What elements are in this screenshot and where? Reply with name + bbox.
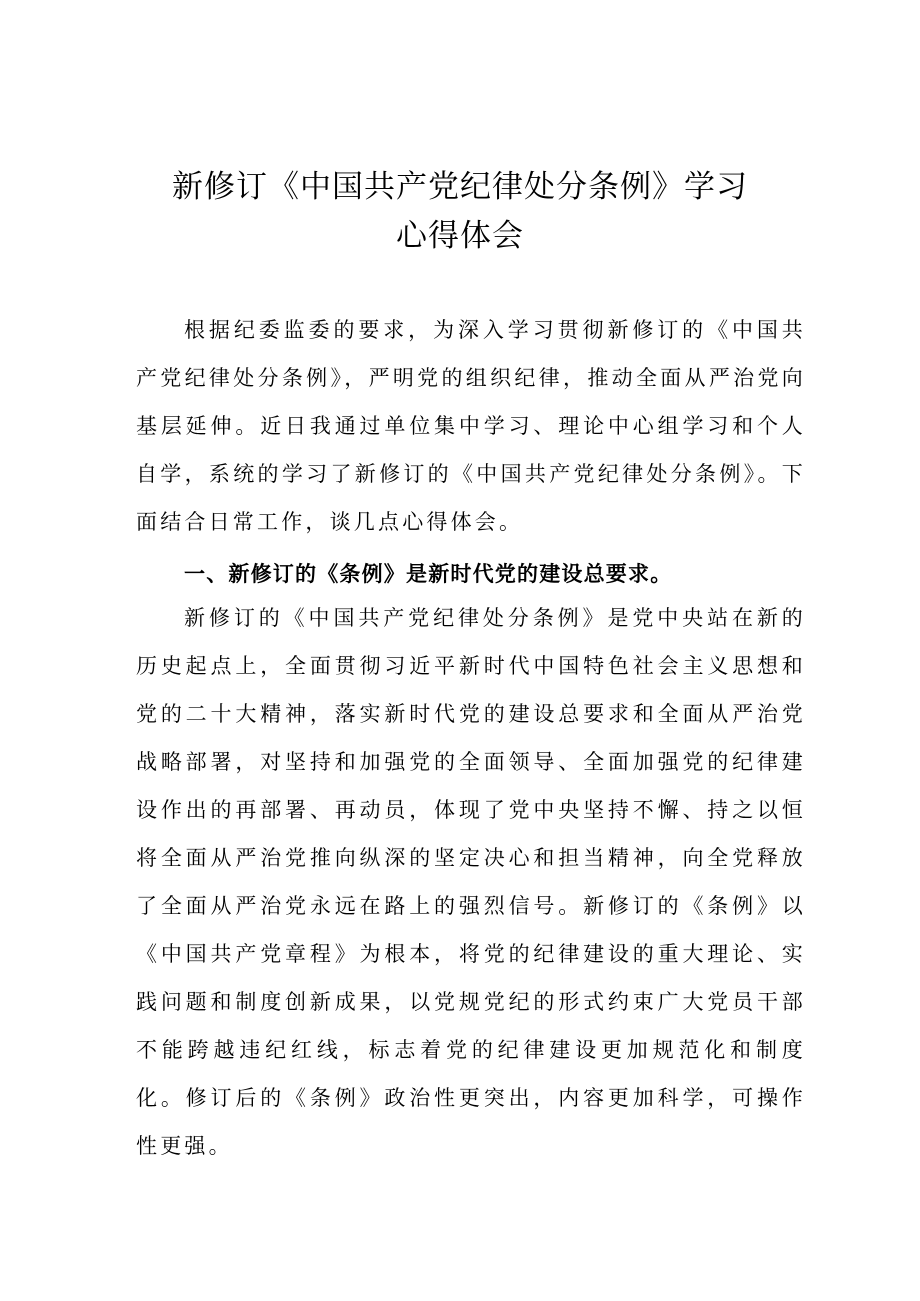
paragraph-intro: 根据纪委监委的要求，为深入学习贯彻新修订的《中国共产党纪律处分条例》，严明党的组织纪律，推动全面从严治党向基层延伸。近日我通过单位集中学习、理论中心组学习和个人自学，系统的学习了新修订的《中国共产党纪律处分条例》。下面结合日常工作，谈几点心得体会。	[136, 318, 806, 534]
section-heading-1: 一、新修订的《条例》是新时代党的建设总要求。	[184, 562, 673, 586]
paragraph-section-1: 新修订的《中国共产党纪律处分条例》是党中央站在新的历史起点上，全面贯彻习近平新时代中国特色社会主义思想和党的二十大精神，落实新时代党的建设总要求和全面从严治党战略部署，对坚持和加强党的全面领导、全面加强党的纪律建设作出的再部署、再动员，体现了党中央坚持不懈、持之以恒将全面从严治党推向纵深的坚定决心和担当精神，向全党释放了全面从严治党永远在路上的强烈信号。新修订的《条例》以《中国共产党章程》为根本，将党的纪律建设的重大理论、实践问题和制度创新成果，以党规党纪的形式约束广大党员干部不能跨越违纪红线，标志着党的纪律建设更加规范化和制度化。修订后的《条例》政治性更突出，内容更加科学，可操作性更强。	[136, 606, 806, 1158]
document-title-line-2: 心得体会	[396, 218, 524, 254]
document-title-line-1: 新修订《中国共产党纪律处分条例》学习	[172, 169, 748, 205]
